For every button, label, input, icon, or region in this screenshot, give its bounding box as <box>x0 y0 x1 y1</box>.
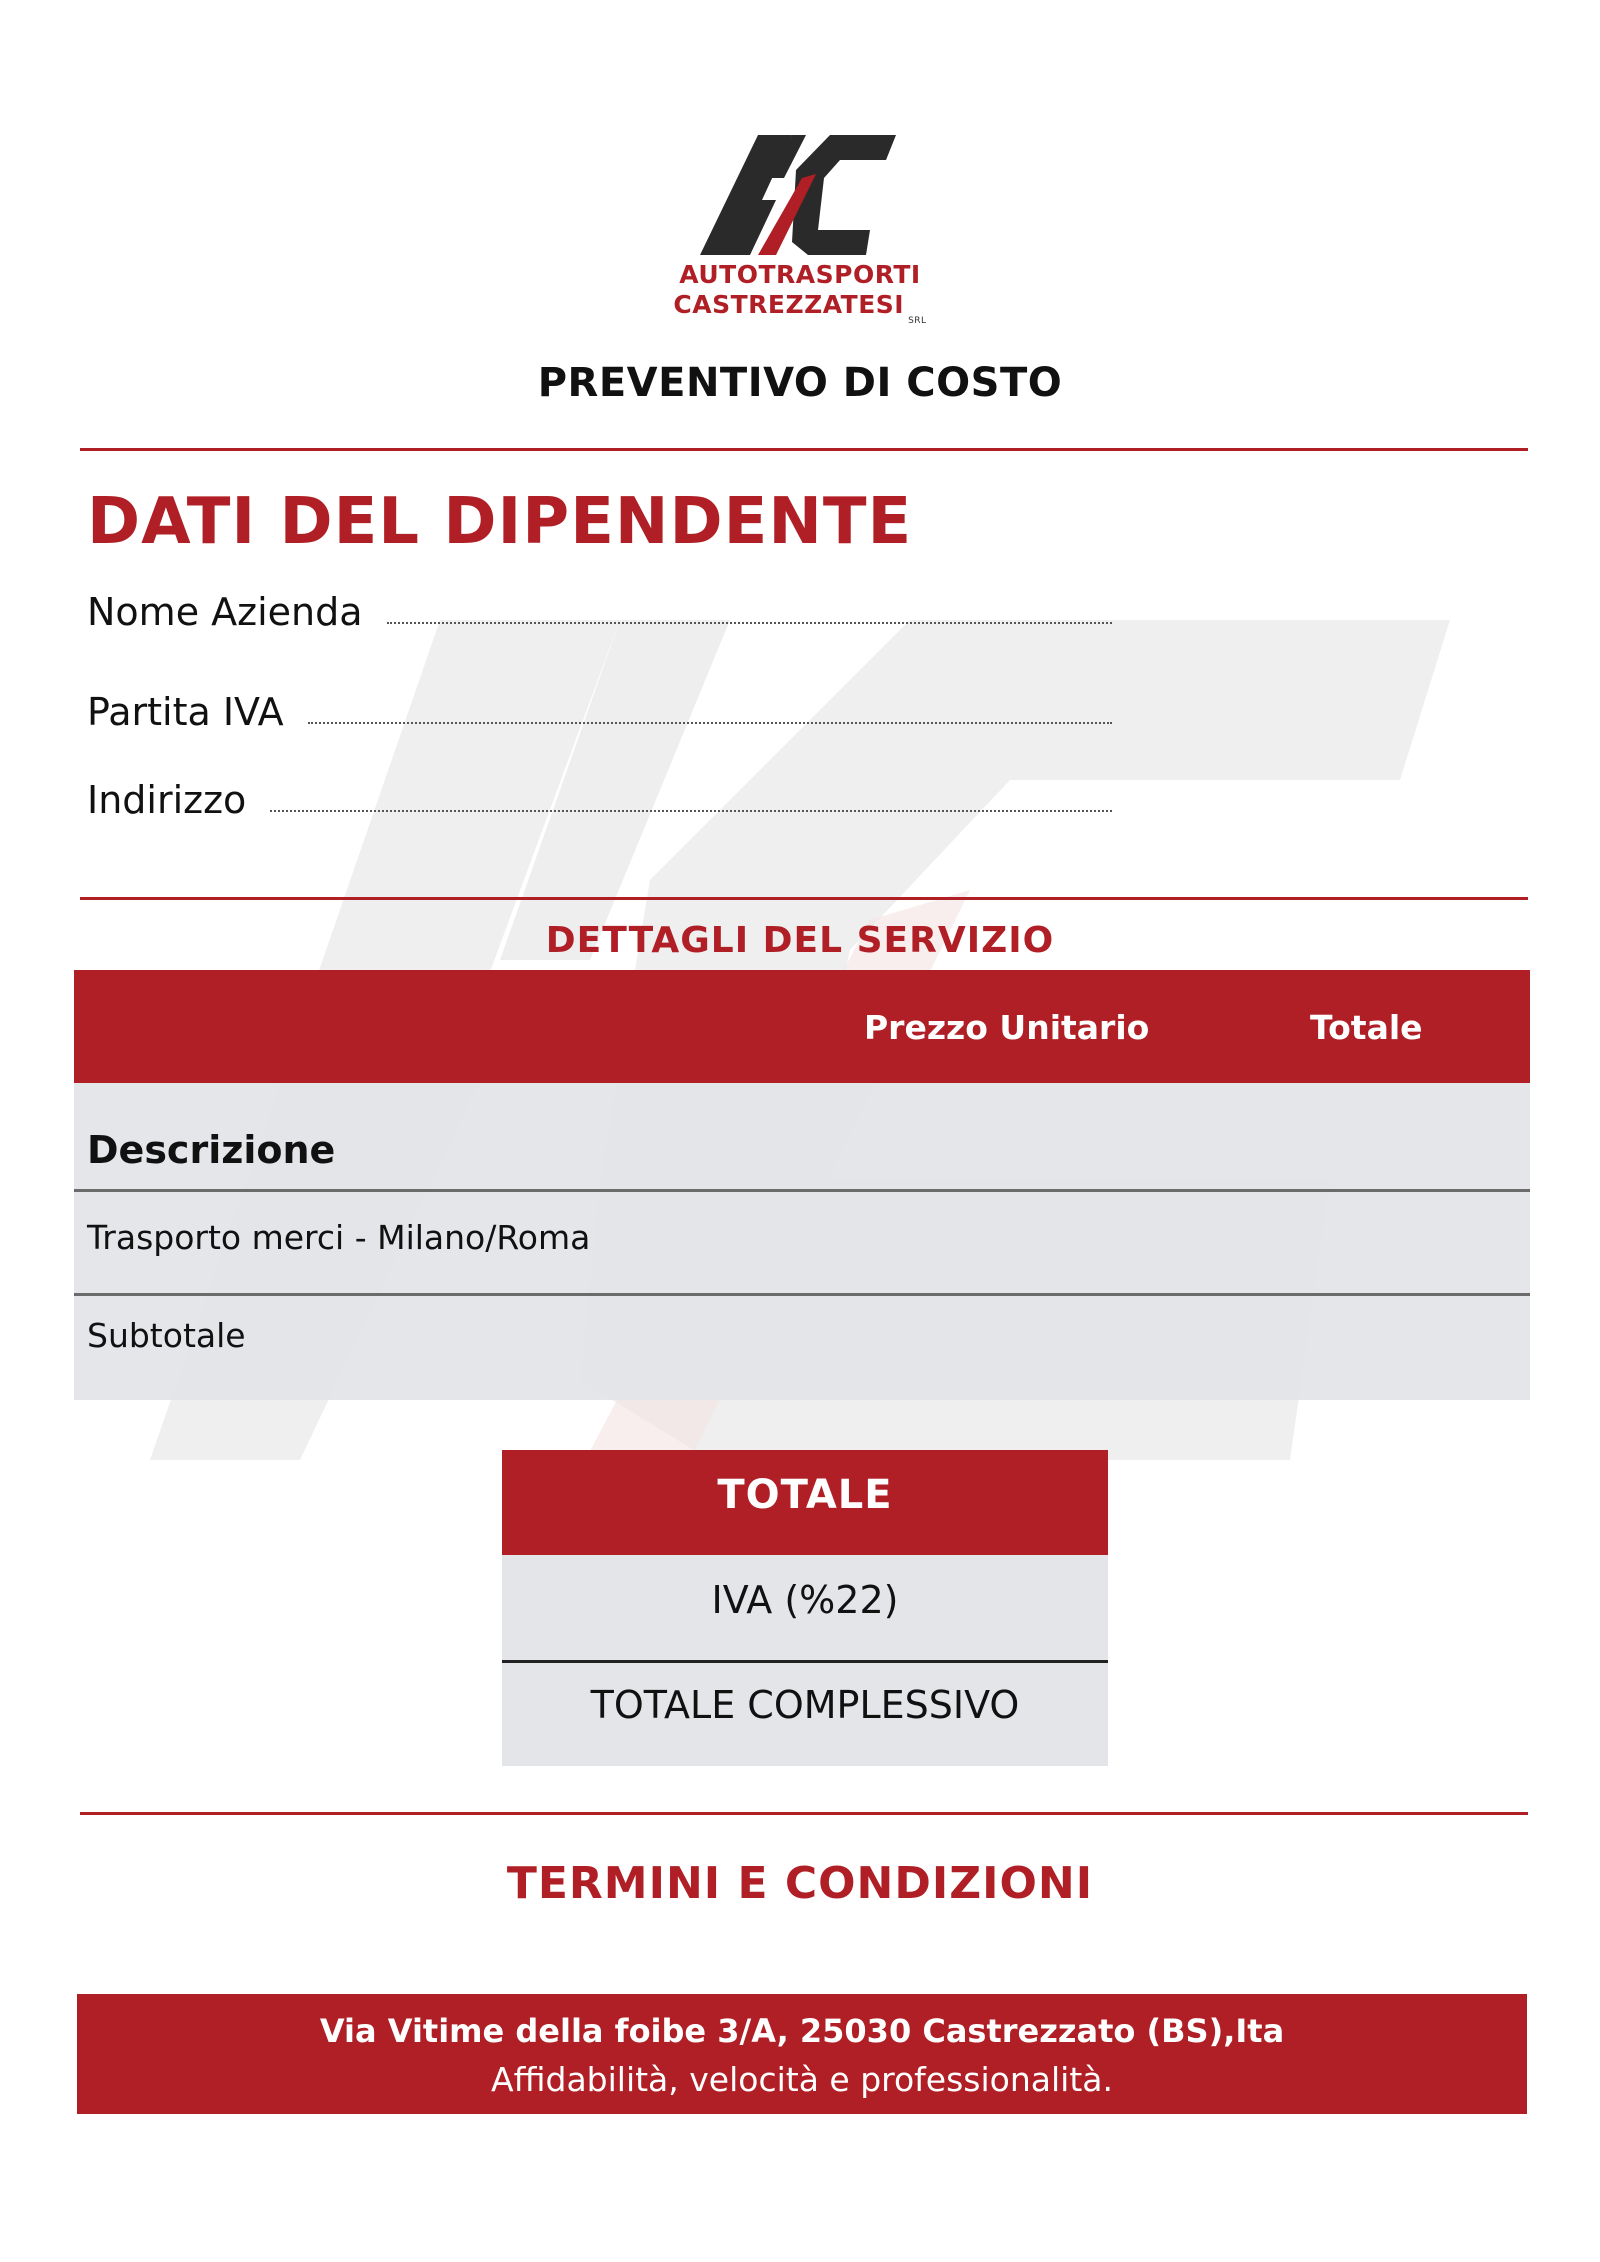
footer-address: Via Vitime della foibe 3/A, 25030 Castrezzato (BS),Ita <box>319 2012 1285 2050</box>
brand-name-line1: AUTOTRASPORTI <box>679 260 921 289</box>
footer-banner <box>77 1994 1527 2114</box>
field-vat-number[interactable] <box>87 690 1112 734</box>
field-dotted-line[interactable] <box>270 810 1112 812</box>
row-separator <box>74 1293 1530 1296</box>
services-table <box>74 1083 1530 1400</box>
totals-header: TOTALE <box>502 1450 1108 1555</box>
subtotal-label: Subtotale <box>87 1316 246 1355</box>
grand-total-row: TOTALE COMPLESSIVO <box>590 1683 1020 1727</box>
services-section-title: DETTAGLI DEL SERVIZIO <box>545 920 1055 961</box>
field-label: Nome Azienda <box>87 590 363 634</box>
ac-logo-icon <box>700 130 900 260</box>
field-company-name[interactable] <box>87 590 1112 634</box>
divider <box>80 1812 1528 1815</box>
field-dotted-line[interactable] <box>387 622 1112 624</box>
table-row-description: Trasporto merci - Milano/Roma <box>87 1218 591 1257</box>
brand-name-line2-text: CASTREZZATESI <box>673 290 905 319</box>
row-separator <box>74 1189 1530 1192</box>
document-title: PREVENTIVO DI COSTO <box>537 360 1063 406</box>
brand-name-line2 <box>0 290 1600 336</box>
field-dotted-line[interactable] <box>308 722 1112 724</box>
divider <box>80 448 1528 451</box>
field-address[interactable] <box>87 778 1112 822</box>
column-unit-price: Prezzo Unitario <box>864 1008 1150 1047</box>
field-label: Indirizzo <box>87 778 247 822</box>
brand-suffix: SRL <box>908 316 927 326</box>
employee-section-title: DATI DEL DIPENDENTE <box>87 485 913 559</box>
terms-title: TERMINI E CONDIZIONI <box>506 1858 1094 1909</box>
field-label: Partita IVA <box>87 690 284 734</box>
description-header: Descrizione <box>87 1128 336 1172</box>
column-total: Totale <box>1310 1008 1423 1047</box>
vat-row: IVA (%22) <box>711 1578 899 1622</box>
divider <box>80 897 1528 900</box>
company-logo <box>0 130 1600 336</box>
row-separator <box>502 1660 1108 1663</box>
footer-tagline: Affidabilità, velocità e professionalità. <box>491 2060 1113 2099</box>
services-table-header <box>74 970 1530 1083</box>
totals-box <box>502 1450 1108 1766</box>
